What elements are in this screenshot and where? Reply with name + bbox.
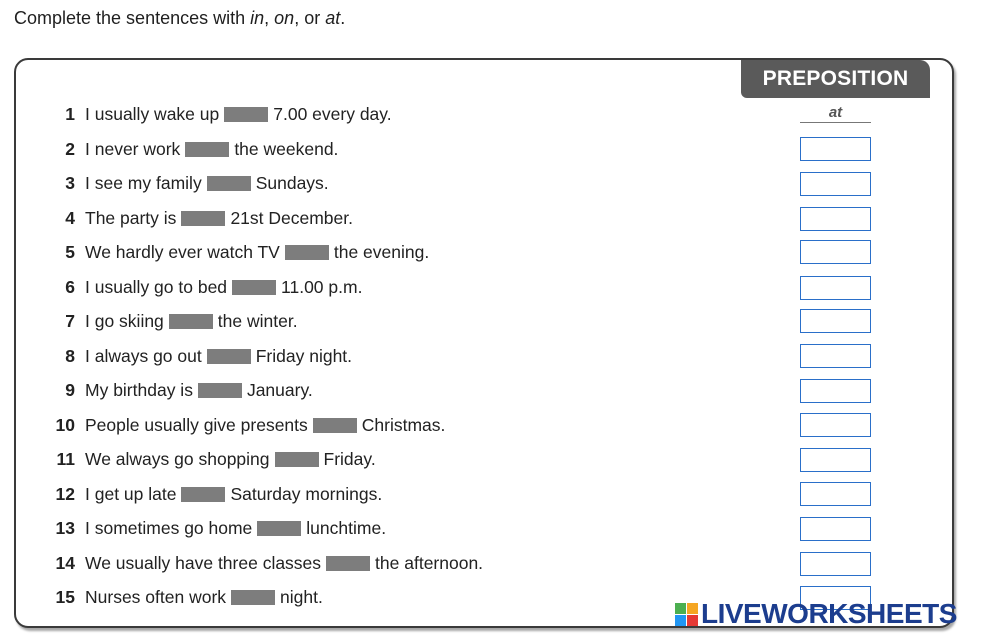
sentence-row	[40, 206, 353, 230]
blank-gap	[224, 107, 268, 122]
sentence-text-before: We hardly ever watch TV	[85, 241, 280, 262]
blank-gap	[285, 245, 329, 260]
answer-input-2[interactable]	[800, 137, 871, 161]
answer-input-3[interactable]	[800, 172, 871, 196]
sentence-text-after: 7.00 every day.	[273, 103, 392, 124]
sentence-text-before: I see my family	[85, 172, 202, 193]
sentence-text-before: People usually give presents	[85, 414, 308, 435]
sentence-text-before: We usually have three classes	[85, 552, 322, 573]
answer-input-10[interactable]	[800, 413, 871, 437]
sentence-number: 9	[65, 379, 75, 400]
blank-gap	[231, 590, 275, 605]
option-on: on	[274, 8, 295, 28]
sentence-text-after: 21st December.	[230, 207, 353, 228]
blank-gap	[181, 487, 225, 502]
sentence-row	[40, 309, 298, 333]
blank-gap	[232, 280, 276, 295]
sentence-row	[40, 137, 338, 161]
sentence-row	[40, 171, 329, 195]
sentence-number: 11	[56, 448, 75, 469]
answer-input-4[interactable]	[800, 207, 871, 231]
sentence-number: 13	[55, 517, 75, 538]
sentence-number: 6	[65, 276, 75, 297]
sentence-text-after: the winter.	[217, 310, 298, 331]
sentence-number: 10	[55, 414, 75, 435]
sentence-text-before: I sometimes go home	[85, 517, 253, 538]
logo-icon	[675, 603, 698, 626]
blank-gap	[275, 452, 319, 467]
instructions	[14, 8, 345, 29]
answer-input-6[interactable]	[800, 276, 871, 300]
sentence-text-after: night.	[280, 586, 323, 607]
sentence-text-before: We always go shopping	[85, 448, 270, 469]
blank-gap	[185, 142, 229, 157]
sentence-text-after: lunchtime.	[306, 517, 387, 538]
sentence-text-before: I usually wake up	[85, 103, 220, 124]
sentence-number: 8	[65, 345, 75, 366]
sentence-number: 1	[65, 103, 75, 124]
sentence-text-before: Nurses often work	[85, 586, 227, 607]
sentence-number: 12	[55, 483, 75, 504]
option-at: at	[325, 8, 341, 28]
logo-text: LIVEWORKSHEETS	[701, 598, 957, 629]
sentence-number: 5	[65, 241, 75, 262]
sentence-text-before: I usually go to bed	[85, 276, 228, 297]
sentence-row	[40, 344, 352, 368]
sentence-text-before: My birthday is	[85, 379, 193, 400]
answer-input-14[interactable]	[800, 552, 871, 576]
sentence-row	[40, 240, 429, 264]
sentence-text-before: I always go out	[85, 345, 202, 366]
sentence-text-after: Friday.	[323, 448, 376, 469]
sentence-row	[40, 482, 382, 506]
sentence-text-after: Sundays.	[255, 172, 329, 193]
answer-input-13[interactable]	[800, 517, 871, 541]
sentence-row	[40, 551, 483, 575]
option-in: in	[250, 8, 265, 28]
blank-gap	[169, 314, 213, 329]
sentence-text-before: I go skiing	[85, 310, 164, 331]
sentence-text-after: the evening.	[333, 241, 430, 262]
sentence-row	[40, 516, 386, 540]
sentence-row	[40, 378, 313, 402]
sentence-text-before: The party is	[85, 207, 177, 228]
blank-gap	[198, 383, 242, 398]
sentence-number: 15	[55, 586, 75, 607]
sentence-text-before: I never work	[85, 138, 181, 159]
sentence-text-after: Saturday mornings.	[230, 483, 383, 504]
answer-input-11[interactable]	[800, 448, 871, 472]
blank-gap	[207, 176, 251, 191]
sentence-text-after: the afternoon.	[375, 552, 484, 573]
sentence-row	[40, 102, 392, 126]
sentence-number: 14	[55, 552, 75, 573]
answer-input-5[interactable]	[800, 240, 871, 264]
sentence-row	[40, 447, 376, 471]
liveworksheets-logo	[675, 600, 957, 628]
blank-gap	[257, 521, 301, 536]
sentence-text-after: the weekend.	[234, 138, 339, 159]
answer-input-12[interactable]	[800, 482, 871, 506]
sentence-number: 3	[65, 172, 75, 193]
instruction-separator: , or	[294, 8, 326, 28]
sentence-number: 4	[65, 207, 75, 228]
answer-input-8[interactable]	[800, 344, 871, 368]
sentence-number: 2	[65, 138, 75, 159]
answer-input-7[interactable]	[800, 309, 871, 333]
blank-gap	[181, 211, 225, 226]
instruction-separator: ,	[264, 8, 275, 28]
answer-input-9[interactable]	[800, 379, 871, 403]
instruction-text: Complete the sentences with	[14, 8, 251, 28]
sentence-text-after: Friday night.	[255, 345, 353, 366]
preposition-header: PREPOSITION	[741, 60, 930, 98]
example-answer: at	[800, 104, 871, 123]
blank-gap	[207, 349, 251, 364]
sentence-row	[40, 413, 445, 437]
sentence-text-before: I get up late	[85, 483, 177, 504]
instruction-suffix: .	[340, 8, 346, 28]
blank-gap	[326, 556, 370, 571]
blank-gap	[313, 418, 357, 433]
sentence-row	[40, 585, 323, 609]
sentence-text-after: Christmas.	[361, 414, 446, 435]
sentence-text-after: January.	[246, 379, 313, 400]
sentence-text-after: 11.00 p.m.	[281, 276, 363, 297]
sentence-row	[40, 275, 362, 299]
sentence-number: 7	[65, 310, 75, 331]
